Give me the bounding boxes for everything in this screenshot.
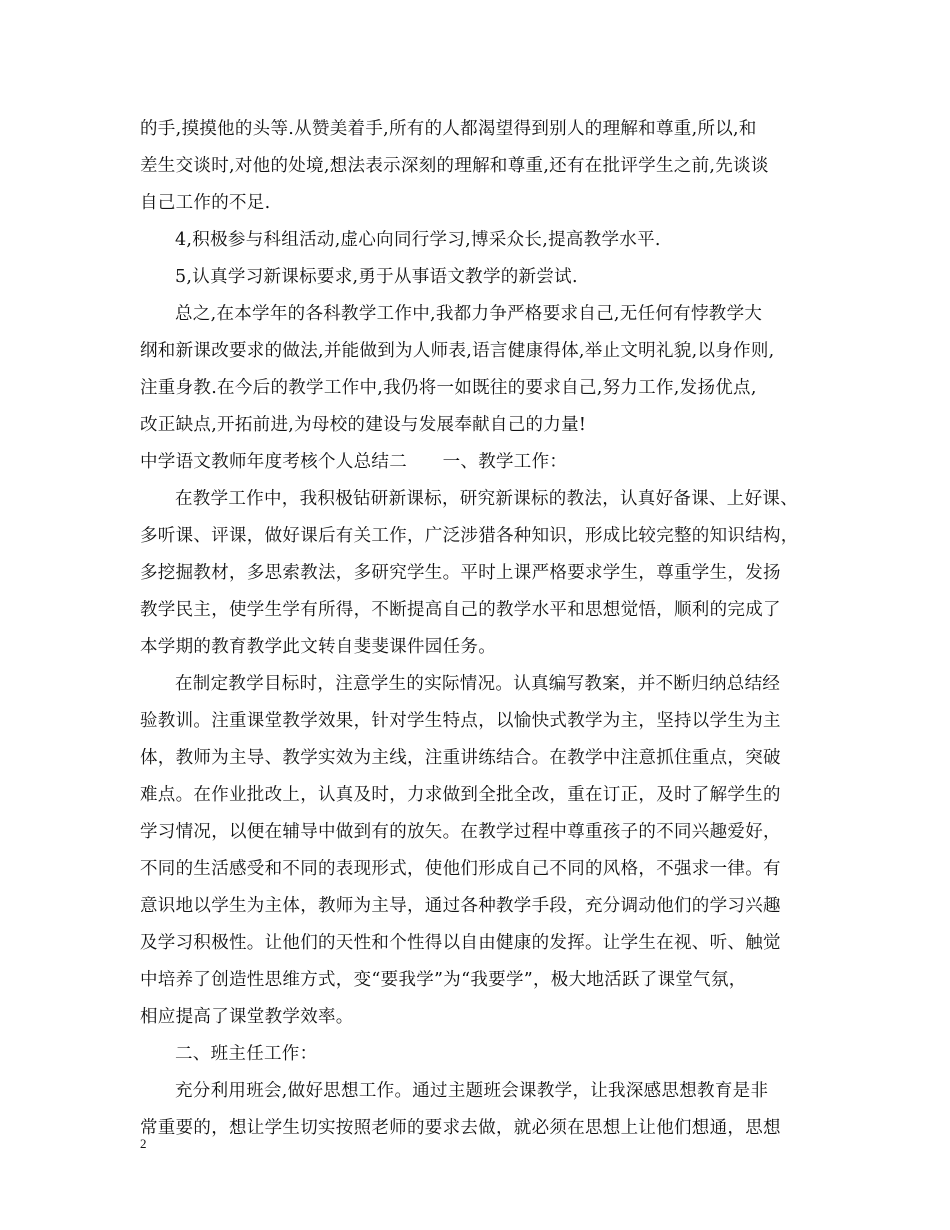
text-line: 验教训。注重课堂教学效果，针对学生特点，以愉快式教学为主，坚持以学生为主	[140, 711, 781, 731]
text-line: 本学期的教育教学此文转自斐斐课件园任务。	[140, 637, 496, 657]
text-line: 教学民主，使学生学有所得，不断提高自己的教学水平和思想觉悟，顺利的完成了	[140, 600, 781, 620]
text-line: 常重要的，想让学生切实按照老师的要求去做，就必须在思想上让他们想通，思想	[140, 1118, 781, 1138]
text-line: 在教学工作中，我积极钻研新课标，研究新课标的教法，认真好备课、上好课、	[175, 489, 798, 509]
text-line: 学习情况，以便在辅导中做到有的放矢。在教学过程中尊重孩子的不同兴趣爱好，	[140, 822, 781, 842]
text-line: 体，教师为主导、教学实效为主线，注重讲练结合。在教学中注意抓住重点，突破	[140, 748, 781, 768]
text-line: 在制定教学目标时，注意学生的实际情况。认真编写教案，并不断归纳总结经	[175, 674, 781, 694]
text-line: 改正缺点,开拓前进,为母校的建设与发展奉献自己的力量!	[140, 415, 587, 435]
text-line: 中培养了创造性思维方式，变“要我学”为“我要学”，极大地活跃了课堂气氛，	[140, 970, 747, 990]
text-line: 难点。在作业批改上，认真及时，力求做到全批全改，重在订正，及时了解学生的	[140, 785, 781, 805]
text-line: 不同的生活感受和不同的表现形式，使他们形成自己不同的风格，不强求一律。有	[140, 859, 781, 879]
text-line: 及学习积极性。让他们的天性和个性得以自由健康的发挥。让学生在视、听、触觉	[140, 933, 781, 953]
section-heading: 中学语文教师年度考核个人总结二 一、教学工作：	[140, 452, 568, 472]
page-number: 2	[140, 1136, 147, 1151]
text-line: 意识地以学生为主体，教师为主导，通过各种教学手段，充分调动他们的学习兴趣	[140, 896, 781, 916]
text-line: 纲和新课改要求的做法,并能做到为人师表,语言健康得体,举止文明礼貌,以身作则,	[140, 341, 775, 361]
text-line: 多挖掘教材，多思索教法，多研究学生。平时上课严格要求学生，尊重学生，发扬	[140, 563, 781, 583]
section-heading: 二、班主任工作：	[175, 1044, 318, 1064]
text-line: 相应提高了课堂教学效率。	[140, 1007, 354, 1027]
text-line: 自己工作的不足.	[140, 193, 271, 213]
text-line: 差生交谈时,对他的处境,想法表示深刻的理解和尊重,还有在批评学生之前,先谈谈	[140, 156, 769, 176]
text-line: 多听课、评课，做好课后有关工作，广泛涉猎各种知识，形成比较完整的知识结构，	[140, 526, 799, 546]
text-line: 注重身教.在今后的教学工作中,我仍将一如既往的要求自己,努力工作,发扬优点,	[140, 378, 757, 398]
text-line: 5,认真学习新课标要求,勇于从事语文教学的新尝试.	[175, 267, 578, 287]
text-line: 的手,摸摸他的头等.从赞美着手,所有的人都渴望得到别人的理解和尊重,所以,和	[140, 119, 757, 139]
text-line: 4,积极参与科组活动,虚心向同行学习,博采众长,提高教学水平.	[175, 230, 661, 250]
text-line: 总之,在本学年的各科教学工作中,我都力争严格要求自己,无任何有悖教学大	[175, 304, 763, 324]
text-line: 充分利用班会,做好思想工作。通过主题班会课教学，让我深感思想教育是非	[175, 1081, 769, 1101]
